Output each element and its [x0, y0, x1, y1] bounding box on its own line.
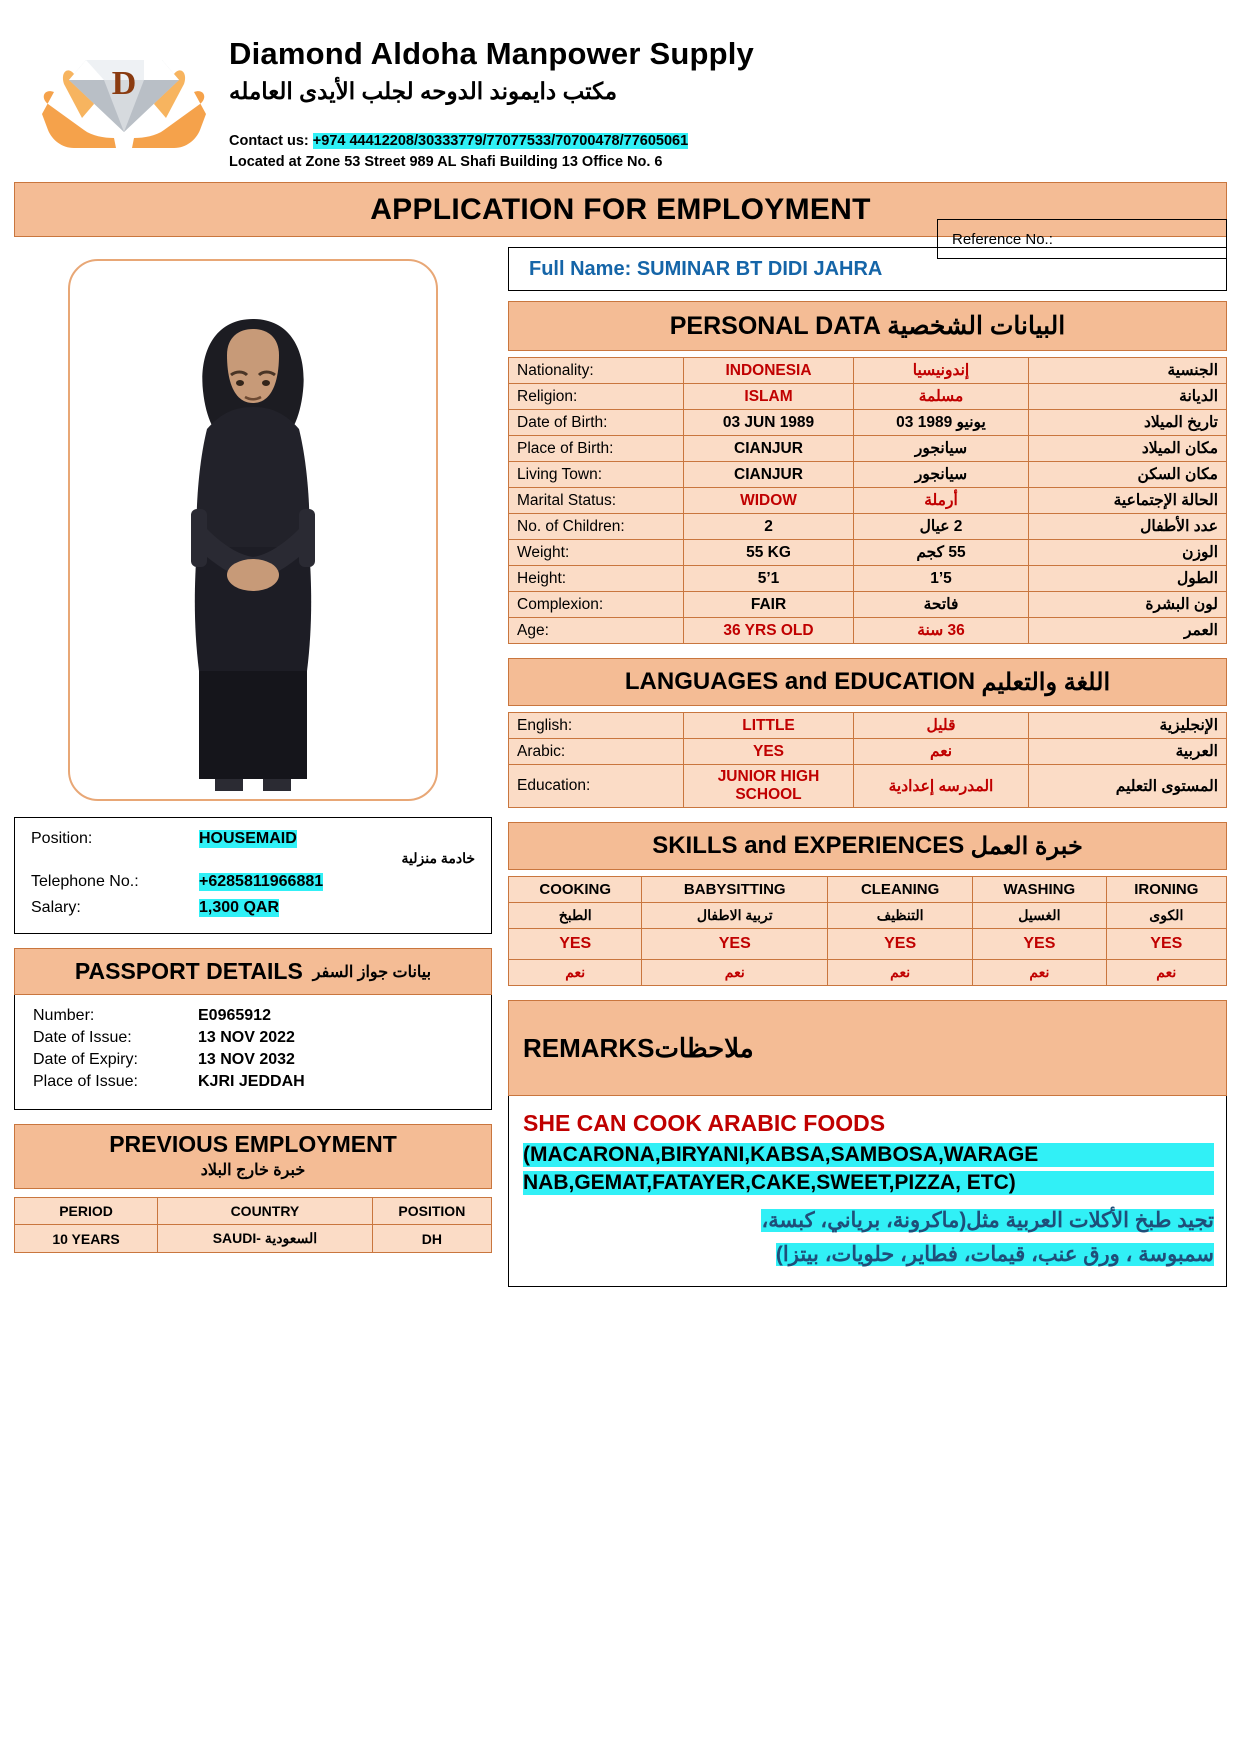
skill-ironing-value-ar: نعم: [1106, 960, 1226, 986]
table-row: [509, 739, 1227, 765]
languages-title-en: LANGUAGES and EDUCATION: [624, 668, 976, 695]
children-label: No. of Children:: [509, 514, 684, 540]
position-label: Position:: [31, 830, 93, 847]
passport-row: [33, 1029, 473, 1047]
table-row: [509, 713, 1227, 739]
pob-value-ar: سيانجور: [854, 436, 1029, 462]
height-label-ar: الطول: [1029, 566, 1227, 592]
age-value-ar: 36 سنة: [854, 618, 1029, 644]
marital-status-value: WIDOW: [684, 488, 854, 514]
height-label: Height:: [509, 566, 684, 592]
remarks-arabic-line-2: [523, 1239, 1214, 1271]
contact-numbers: +974 44412208/30333779/77077533/70700478/77605061: [312, 133, 689, 149]
diamond-hands-logo-icon: [34, 22, 214, 172]
previous-employment-title-en: PREVIOUS EMPLOYMENT: [109, 1131, 397, 1157]
arabic-value-ar: نعم: [854, 739, 1029, 765]
dob-value: 03 JUN 1989: [684, 410, 854, 436]
arabic-value: YES: [684, 739, 854, 765]
position-value-arabic: خادمة منزلية: [401, 850, 475, 866]
religion-label-ar: الديانة: [1029, 384, 1227, 410]
skill-cooking-value-ar: نعم: [509, 960, 642, 986]
skills-table: [508, 876, 1227, 986]
reference-no-field[interactable]: [937, 219, 1227, 259]
skill-cleaning-label-ar: التنظيف: [828, 903, 973, 929]
education-value-ar: المدرسه إعدادية: [854, 765, 1029, 808]
skill-cooking-label: COOKING: [509, 877, 642, 903]
skill-ironing-label-ar: الكوى: [1106, 903, 1226, 929]
passport-row: [33, 1073, 473, 1091]
table-row: [509, 540, 1227, 566]
skill-washing-value: YES: [973, 929, 1106, 960]
complexion-label-ar: لون البشرة: [1029, 592, 1227, 618]
religion-label: Religion:: [509, 384, 684, 410]
education-label-ar: المستوى التعليم: [1029, 765, 1227, 808]
languages-education-header: [508, 658, 1227, 706]
skill-washing-value-ar: نعم: [973, 960, 1106, 986]
table-row: [509, 462, 1227, 488]
company-name: Diamond Aldoha Manpower Supply: [229, 36, 754, 71]
skill-cleaning-value-ar: نعم: [828, 960, 973, 986]
remarks-line-2: (MACARONA,BIRYANI,KABSA,SAMBOSA,WARAGE: [523, 1143, 1214, 1167]
passport-expiry-value: 13 NOV 2032: [198, 1051, 295, 1068]
complexion-value: FAIR: [684, 592, 854, 618]
applicant-photo: [68, 259, 438, 801]
skills-header: [508, 822, 1227, 870]
skill-ironing-label: IRONING: [1106, 877, 1226, 903]
company-name-arabic: مكتب دايموند الدوحه لجلب الأيدى العامله: [229, 78, 618, 104]
complexion-label: Complexion:: [509, 592, 684, 618]
table-row: [509, 765, 1227, 808]
pob-label: Place of Birth:: [509, 436, 684, 462]
english-value-ar: قليل: [854, 713, 1029, 739]
telephone-label: Telephone No.:: [31, 873, 139, 890]
salary-label: Salary:: [31, 899, 81, 916]
page-title-text: APPLICATION FOR EMPLOYMENT: [370, 192, 871, 226]
passport-row: [33, 1051, 473, 1069]
living-town-label: Living Town:: [509, 462, 684, 488]
passport-expiry-label: Date of Expiry:: [33, 1051, 138, 1068]
education-value: JUNIOR HIGH SCHOOL: [684, 765, 854, 808]
passport-place-label: Place of Issue:: [33, 1073, 138, 1090]
marital-status-label: Marital Status:: [509, 488, 684, 514]
children-label-ar: عدد الأطفال: [1029, 514, 1227, 540]
remarks-arabic-text-1: تجيد طبخ الأكلات العربية مثل(ماكرونة، برياني، كبسة،: [761, 1209, 1214, 1232]
cell-position: DH: [372, 1225, 491, 1253]
nationality-label-ar: الجنسية: [1029, 358, 1227, 384]
remarks-body: [508, 1096, 1227, 1287]
remarks-line-3: NAB,GEMAT,FATAYER,CAKE,SWEET,PIZZA, ETC): [523, 1171, 1214, 1195]
personal-data-table: [508, 357, 1227, 644]
living-town-label-ar: مكان السكن: [1029, 462, 1227, 488]
children-value-ar: 2 عيال: [854, 514, 1029, 540]
table-header-row-ar: [509, 903, 1227, 929]
dob-label-ar: تاريخ الميلاد: [1029, 410, 1227, 436]
right-column: [492, 247, 1227, 1287]
nationality-value-ar: إندونيسيا: [854, 358, 1029, 384]
passport-number-label: Number:: [33, 1007, 95, 1024]
table-row: [509, 358, 1227, 384]
education-label: Education:: [509, 765, 684, 808]
remarks-title-ar: ملاحظات: [654, 1032, 754, 1063]
pob-value: CIANJUR: [684, 436, 854, 462]
svg-text:D: D: [111, 65, 137, 102]
skill-babysitting-value-ar: نعم: [642, 960, 828, 986]
arabic-label-ar: العربية: [1029, 739, 1227, 765]
table-row: [509, 410, 1227, 436]
table-header-row: [509, 877, 1227, 903]
dob-value-ar: يونيو 1989 03: [854, 410, 1029, 436]
table-header-row: [15, 1198, 492, 1225]
remarks-title-en: REMARKS: [523, 1032, 655, 1063]
previous-employment-title-ar: خبرة خارج البلاد: [200, 1162, 306, 1179]
languages-education-table: [508, 712, 1227, 808]
age-label-ar: العمر: [1029, 618, 1227, 644]
table-row: [509, 514, 1227, 540]
complexion-value-ar: فاتحة: [854, 592, 1029, 618]
previous-employment-header: [14, 1124, 492, 1189]
col-country: COUNTRY: [158, 1198, 373, 1225]
passport-title-en: PASSPORT DETAILS: [74, 958, 303, 984]
weight-label: Weight:: [509, 540, 684, 566]
left-column: [14, 247, 492, 1287]
skill-ironing-value: YES: [1106, 929, 1226, 960]
languages-title-ar: اللغة والتعليم: [981, 668, 1111, 696]
arabic-label: Arabic:: [509, 739, 684, 765]
previous-employment-table: [14, 1197, 492, 1253]
full-name-label: Full Name:: [529, 257, 632, 280]
age-value: 36 YRS OLD: [684, 618, 854, 644]
table-row-ar: [509, 960, 1227, 986]
skill-babysitting-value: YES: [642, 929, 828, 960]
cell-country: السعودية -SAUDI: [158, 1225, 373, 1253]
english-value: LITTLE: [684, 713, 854, 739]
living-town-value: CIANJUR: [684, 462, 854, 488]
skill-cooking-value: YES: [509, 929, 642, 960]
pob-label-ar: مكان الميلاد: [1029, 436, 1227, 462]
weight-value: 55 KG: [684, 540, 854, 566]
skill-washing-label-ar: الغسيل: [973, 903, 1106, 929]
salary-value: 1,300 QAR: [199, 899, 280, 916]
passport-section-header: [14, 948, 492, 995]
skills-title-ar: خبرة العمل: [970, 832, 1083, 860]
skill-babysitting-label: BABYSITTING: [642, 877, 828, 903]
children-value: 2: [684, 514, 854, 540]
cell-period: 10 YEARS: [15, 1225, 158, 1253]
passport-place-value: KJRI JEDDAH: [198, 1073, 305, 1090]
dob-label: Date of Birth:: [509, 410, 684, 436]
skill-washing-label: WASHING: [973, 877, 1106, 903]
telephone-value: +6285811966881: [199, 873, 324, 890]
english-label: English:: [509, 713, 684, 739]
table-row: [509, 929, 1227, 960]
marital-status-value-ar: أرملة: [854, 488, 1029, 514]
col-period: PERIOD: [15, 1198, 158, 1225]
table-row: [509, 384, 1227, 410]
weight-label-ar: الوزن: [1029, 540, 1227, 566]
skill-babysitting-label-ar: تربية الاطفال: [642, 903, 828, 929]
full-name-value: SUMINAR BT DIDI JAHRA: [636, 257, 883, 280]
nationality-label: Nationality:: [509, 358, 684, 384]
document-body: [14, 247, 1227, 1287]
skills-title-en: SKILLS and EXPERIENCES: [652, 832, 965, 859]
position-row: [31, 830, 475, 848]
telephone-row: [31, 873, 475, 891]
position-value: HOUSEMAID: [199, 830, 297, 847]
personal-data-header: [508, 301, 1227, 351]
passport-title-ar: بيانات جواز السفر: [312, 963, 432, 981]
reference-no-label: Reference No.:: [952, 230, 1053, 248]
nationality-value: INDONESIA: [684, 358, 854, 384]
remarks-header: [508, 1000, 1227, 1096]
contact-label: Contact us:: [229, 133, 309, 149]
personal-data-title-ar: البيانات الشخصية: [887, 312, 1066, 340]
passport-issue-value: 13 NOV 2022: [198, 1029, 295, 1046]
header-text-block: [229, 14, 754, 170]
passport-issue-label: Date of Issue:: [33, 1029, 132, 1046]
col-position: POSITION: [372, 1198, 491, 1225]
marital-status-label-ar: الحالة الإجتماعية: [1029, 488, 1227, 514]
height-value: 5’1: [684, 566, 854, 592]
table-row: [509, 566, 1227, 592]
remarks-line-1: SHE CAN COOK ARABIC FOODS: [523, 1110, 886, 1136]
passport-details: [14, 995, 492, 1110]
remarks-arabic-text-2: سمبوسة ، ورق عنب، قيمات، فطاير، حلويات، بيتزا): [775, 1242, 1214, 1266]
document-header: [14, 0, 1227, 174]
company-logo: [14, 14, 229, 169]
remarks-title-group: [523, 1033, 754, 1064]
office-address: Located at Zone 53 Street 989 AL Shafi Building 13 Office No. 6: [229, 154, 663, 170]
religion-value-ar: مسلمة: [854, 384, 1029, 410]
salary-row: [31, 899, 475, 917]
skill-cooking-label-ar: الطبخ: [509, 903, 642, 929]
passport-number-value: E0965912: [198, 1007, 271, 1024]
living-town-value-ar: سيانجور: [854, 462, 1029, 488]
table-row: [509, 436, 1227, 462]
contact-line: [229, 133, 754, 149]
skill-cleaning-label: CLEANING: [828, 877, 973, 903]
table-row: [15, 1225, 492, 1253]
table-row: [509, 592, 1227, 618]
religion-value: ISLAM: [684, 384, 854, 410]
weight-value-ar: 55 كجم: [854, 540, 1029, 566]
table-row: [509, 618, 1227, 644]
personal-data-title-en: PERSONAL DATA: [669, 311, 881, 340]
remarks-arabic-line-1: [523, 1205, 1214, 1237]
table-row: [509, 488, 1227, 514]
english-label-ar: الإنجليزية: [1029, 713, 1227, 739]
position-details: [14, 817, 492, 934]
applicant-portrait-icon: [103, 279, 403, 799]
height-value-ar: 5’1: [854, 566, 1029, 592]
age-label: Age:: [509, 618, 684, 644]
skill-cleaning-value: YES: [828, 929, 973, 960]
passport-row: [33, 1007, 473, 1025]
